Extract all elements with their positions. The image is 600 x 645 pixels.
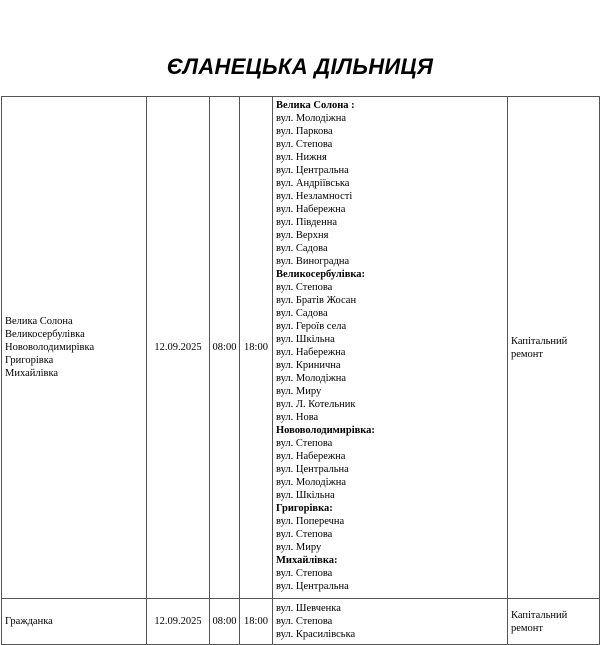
street-item: вул. Миру (276, 386, 322, 397)
street-item: вул. Молодіжна (276, 113, 347, 124)
street-item: вул. Паркова (276, 126, 333, 137)
street-item: вул. Поперечна (276, 516, 345, 527)
street-item: вул. Центральна (276, 581, 349, 592)
street-item: вул. Молодіжна (276, 477, 347, 488)
street-item: вул. Садова (276, 308, 328, 319)
street-item: вул. Степова (276, 616, 333, 627)
table-row (2, 599, 600, 645)
locality-name: Григорівка (5, 355, 54, 366)
street-item: вул. Шкільна (276, 490, 335, 501)
street-item: вул. Незламності (276, 191, 353, 202)
street-item: вул. Набережна (276, 204, 346, 215)
locality-name: Великосербулівка (5, 329, 85, 340)
street-item: вул. Садова (276, 243, 328, 254)
streets-cell (273, 97, 508, 599)
table-row (2, 97, 600, 599)
street-item: вул. Набережна (276, 451, 346, 462)
reason-text: Капітальний ремонт (511, 609, 568, 634)
street-item: вул. Кринична (276, 360, 341, 371)
street-item: вул. Шевченка (276, 603, 341, 614)
street-item: вул. Андріївська (276, 178, 350, 189)
reason-text: Капітальний ремонт (511, 335, 568, 360)
street-item: вул. Південна (276, 217, 337, 228)
street-item: вул. Степова (276, 139, 333, 150)
page-title: ЄЛАНЕЦЬКА ДІЛЬНИЦЯ (166, 54, 434, 79)
locality-name: Гражданка (5, 616, 53, 627)
street-group-heading: Велика Солона : (276, 100, 355, 111)
end-time-cell: 18:00 (240, 599, 273, 645)
locality-name: Нововолодимирівка (5, 342, 95, 353)
date-cell: 12.09.2025 (147, 599, 210, 645)
street-item: вул. Героїв села (276, 321, 347, 332)
street-item: вул. Центральна (276, 165, 349, 176)
start-time-cell: 08:00 (210, 97, 240, 599)
reason-cell (508, 97, 600, 599)
street-item: вул. Виноградна (276, 256, 350, 267)
locality-name: Велика Солона (5, 316, 73, 327)
street-item: вул. Миру (276, 542, 322, 553)
street-item: вул. Красилівська (276, 629, 356, 640)
street-item: вул. Набережна (276, 347, 346, 358)
street-group-heading: Великосербулівка: (276, 269, 366, 280)
street-item: вул. Центральна (276, 464, 349, 475)
streets-cell (273, 599, 508, 645)
locality-name: Михайлівка (5, 368, 59, 379)
reason-cell (508, 599, 600, 645)
street-item: вул. Нижня (276, 152, 327, 163)
street-group-heading: Григорівка: (276, 503, 333, 514)
street-item: вул. Степова (276, 438, 333, 449)
outage-schedule-table (1, 96, 600, 645)
street-group-heading: Нововолодимирівка: (276, 425, 375, 436)
localities-cell (2, 599, 147, 645)
localities-cell (2, 97, 147, 599)
start-time-cell: 08:00 (210, 599, 240, 645)
street-item: вул. Верхня (276, 230, 329, 241)
end-time-cell: 18:00 (240, 97, 273, 599)
street-item: вул. Шкільна (276, 334, 335, 345)
street-item: вул. Степова (276, 568, 333, 579)
street-item: вул. Л. Котельник (276, 399, 356, 410)
street-item: вул. Степова (276, 282, 333, 293)
street-item: вул. Степова (276, 529, 333, 540)
street-item: вул. Молодіжна (276, 373, 347, 384)
date-cell: 12.09.2025 (147, 97, 210, 599)
street-item: вул. Братів Жосан (276, 295, 357, 306)
street-group-heading: Михайлівка: (276, 555, 338, 566)
street-item: вул. Нова (276, 412, 319, 423)
